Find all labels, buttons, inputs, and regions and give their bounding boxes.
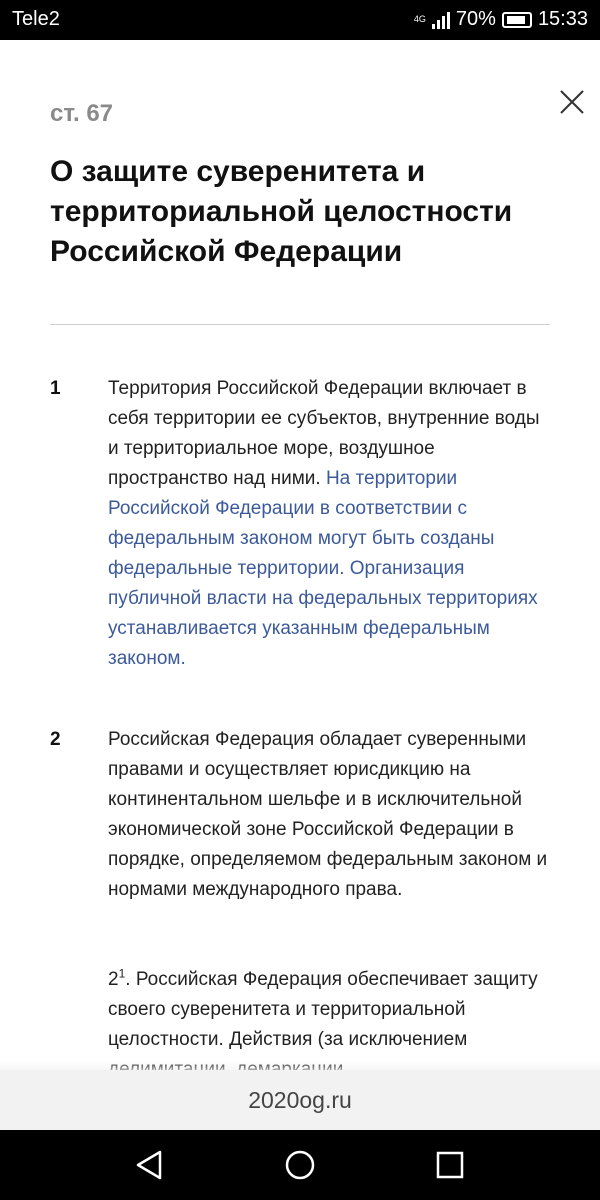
network-type: 4G (413, 14, 426, 24)
carrier-name: Tele2 (12, 8, 60, 30)
clause-original-text: Территория Российской Федерации включает в себя территории ее субъектов, внутренние воды и территориальное море, воздушное пространство над ними. (108, 378, 540, 489)
clause-number: 1 (50, 378, 61, 399)
navigation-bar (0, 1130, 600, 1200)
home-icon[interactable] (282, 1147, 318, 1183)
back-icon[interactable] (132, 1147, 168, 1183)
clause-text (108, 374, 550, 674)
url-bar[interactable] (0, 1070, 600, 1130)
status-indicators (414, 8, 588, 31)
clause-number: 2 (108, 969, 119, 990)
recents-icon[interactable] (432, 1147, 468, 1183)
clause-amendment-text: На территории Российской Федерации в соответствии с федеральным законом могут быть созданы федеральные территории. Организация публичной власти на федеральных территориях устанавливается указанным федеральным законом. (108, 468, 538, 669)
signal-icon (432, 11, 450, 29)
clause-1 (50, 374, 550, 674)
divider (50, 324, 550, 325)
clause-number: 2 (50, 729, 61, 750)
clock: 15:33 (537, 8, 588, 30)
status-bar (0, 0, 600, 40)
clause-2 (50, 725, 550, 905)
article-number: ст. 67 (50, 100, 114, 127)
clause-amendment-body: . Российская Федерация обеспечивает защиту своего суверенитета и территориальной целостности. Действия (за исключением (108, 969, 538, 1050)
clause-number-superscript: 1 (118, 966, 126, 981)
clause-text: Российская Федерация обладает суверенными правами и осуществляет юрисдикцию на континентальном шельфе и в исключительной экономической зоне Российской Федерации в порядке, определяемом федеральным законом и нормами международного права. (108, 729, 548, 900)
battery-percent: 70% (455, 8, 496, 30)
url-text: 2020og.ru (248, 1086, 352, 1113)
article-title: О защите суверенитета и территориальной целостности Российской Федерации (50, 155, 513, 268)
close-icon[interactable] (556, 86, 588, 118)
battery-icon (502, 12, 532, 28)
